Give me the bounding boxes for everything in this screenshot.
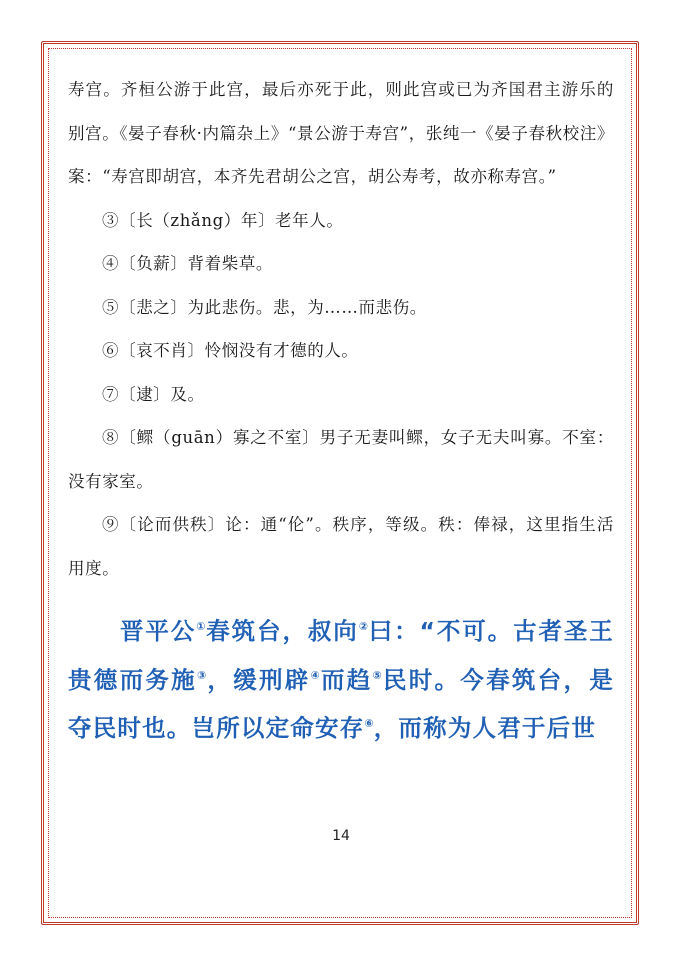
note-5: ⑤〔悲之〕为此悲伤。悲，为……而悲伤。 [102, 297, 427, 317]
note-9: ⑨〔论而供秩〕论：通“伦”。秩序，等级。秩：俸禄，这里指生活用度。 [68, 515, 614, 578]
note-3: ③〔长（zhǎng）年〕老年人。 [102, 210, 344, 230]
note-4: ④〔负薪〕背着柴草。 [102, 254, 273, 273]
classical-text [68, 607, 614, 753]
classical-segment: ，缓刑辟 [207, 665, 311, 694]
classical-segment: 曰：“不可。古者圣王贵德而务施 [68, 617, 614, 694]
footnote-marker: ⑥ [364, 717, 374, 731]
note-6: ⑥〔哀不肖〕怜悯没有才德的人。 [102, 341, 359, 360]
footnote-marker: ② [358, 620, 369, 634]
note-paragraph: 寿宫。齐桓公游于此宫，最后亦死于此，则此宫或已为齐国君主游乐的别宫。《晏子春秋·内篇杂上》“景公游于寿宫”，张纯一《晏子春秋校注》案：“寿宫即胡宫，本齐先君胡公之宫，胡公寿考，故亦称寿宫。” [68, 80, 614, 186]
note-8: ⑧〔鳏（guān）寡之不室〕男子无妻叫鳏，女子无夫叫寡。不室：没有家室。 [68, 428, 614, 491]
footnote-marker: ① [196, 620, 207, 634]
classical-segment: 而趋 [320, 665, 373, 694]
footnote-marker: ④ [310, 668, 321, 682]
classical-segment: ，而称为人君于后世 [373, 714, 597, 742]
classical-segment: 民时。今春筑台，是夺民时也。岂所以定命安存 [68, 665, 614, 742]
note-7: ⑦〔逮〕及。 [102, 384, 205, 404]
page-number: 14 [332, 828, 350, 844]
page-body [68, 68, 614, 753]
footnote-marker: ③ [196, 668, 208, 682]
classical-segment: 春筑台，叔向 [206, 617, 359, 645]
footnote-marker: ⑤ [372, 668, 383, 682]
classical-segment: 晋平公 [120, 617, 197, 645]
